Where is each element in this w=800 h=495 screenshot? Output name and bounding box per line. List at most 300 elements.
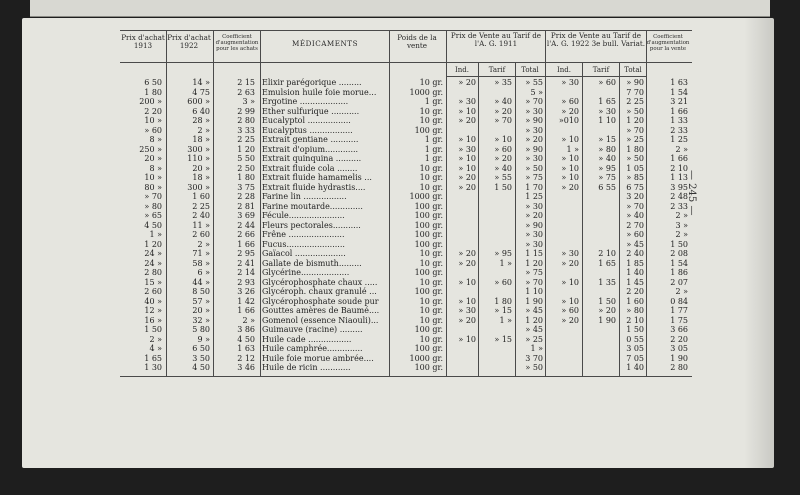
cell-t2: 1 65 [598,258,616,268]
cell-cv: 1 54 [670,87,688,97]
cell-name: Huile cade ................. [262,334,352,344]
cell-t2: 1 65 [598,97,616,106]
table-row [0,230,800,240]
cell-name: Glycéroph. chaux granulé ... [262,287,377,296]
cell-a22: 71 » [192,249,210,258]
cell-cv: 2 » [675,287,688,296]
cell-a13: 4 50 [144,220,162,230]
cell-i1: » 30 [458,144,476,154]
cell-ca: 1 80 [237,173,255,182]
cell-poids: 100 gr. [414,344,443,353]
cell-a13: 10 » [144,116,162,125]
cell-tot1: » 50 [525,163,543,173]
cell-name: Extrait fluide hamamelis ... [262,173,372,182]
cell-poids: 1 gr. [424,135,443,144]
header-tarif-1911: Tarif [488,66,506,74]
cell-cv: 2 08 [670,249,688,258]
header-medicaments: MÉDICAMENTS [291,39,358,48]
cell-cv: 3 » [675,220,688,230]
cell-ca: 3 75 [237,182,255,192]
table-row [0,344,800,354]
cell-tot2: 3 20 [626,192,644,201]
cell-a22: 5 80 [192,325,210,334]
cell-i2: » 20 [561,106,579,116]
cell-ca: 1 20 [237,144,255,154]
cell-tot2: 2 20 [626,287,644,296]
cell-t1: 1 » [499,258,512,268]
cell-t1: » 20 [494,154,512,163]
header-vente-1911: Prix de Vente au Tarif de l'A. G. 1911 [450,31,542,48]
header-total-1911: Total [521,66,539,74]
cell-tot2: » 50 [626,106,644,116]
cell-name: Frêne ...................... [262,230,345,239]
cell-t1: » 40 [494,97,512,106]
cell-t1: » 70 [494,116,512,125]
cell-a22: 11 » [192,220,210,230]
cell-tot1: 1 90 [525,296,543,306]
cell-a22: 1 60 [192,192,210,201]
cell-tot2: 1 60 [626,296,644,306]
cell-name: Extrait d'opium............. [262,144,359,154]
table-row [0,268,800,278]
cell-cv: 1 25 [670,135,688,144]
table-row [0,173,800,183]
table-row [0,306,800,316]
cell-a13: 4 » [149,344,162,353]
table-row [0,164,800,174]
cell-a22: 18 » [192,135,210,144]
cell-ca: 2 63 [237,87,255,97]
table-row [0,135,800,145]
cell-a13: » 65 [144,211,162,220]
cell-a22: 2 60 [192,230,210,239]
cell-t2: » 40 [598,154,616,163]
cell-poids: 10 gr. [419,163,443,173]
cell-ca: 3 86 [237,325,255,334]
cell-tot1: » 25 [525,334,543,344]
cell-a22: 32 » [192,315,210,325]
cell-a13: 10 » [144,173,162,182]
table-row [0,297,800,307]
cell-tot1: » 20 [525,135,543,144]
cell-name: Eucalyptol ................. [262,116,351,125]
cell-tot2: » 70 [626,201,644,211]
cell-poids: 10 gr. [419,334,443,344]
cell-i1: » 20 [458,315,476,325]
cell-poids: 100 gr. [414,287,443,296]
cell-t2: 1 50 [598,296,616,306]
cell-poids: 100 gr. [414,363,443,372]
cell-a13: 80 » [144,182,162,192]
rule-top [120,30,692,31]
cell-t1: » 40 [494,163,512,173]
cell-a13: 12 » [144,306,162,315]
cell-tot1: » 30 [525,230,543,239]
rule-subheader-bottom [446,76,646,77]
cell-name: Emulsion huile foie morue... [262,87,377,97]
cell-tot2: » 70 [626,125,644,135]
cell-poids: 100 gr. [414,268,443,277]
cell-t1: » 95 [494,249,512,258]
cell-t2: » 15 [598,135,616,144]
table-row [0,97,800,107]
cell-i1: » 20 [458,249,476,258]
table-row [0,183,800,193]
table-row [0,354,800,364]
cell-cv: 0 84 [670,296,688,306]
cell-poids: 100 gr. [414,201,443,211]
cell-poids: 1 gr. [424,154,443,163]
cell-tot1: 1 15 [525,249,543,258]
cell-poids: 100 gr. [414,239,443,249]
cell-tot2: 2 70 [626,220,644,230]
cell-a22: 6 40 [192,106,210,116]
table-row [0,78,800,88]
cell-tot2: 1 45 [626,277,644,287]
cell-t2: » 60 [598,78,616,87]
cell-tot2: » 45 [626,239,644,249]
cell-name: Extrait quinquina .......... [262,154,362,163]
table-row [0,278,800,288]
cell-ca: 2 80 [237,116,255,125]
cell-tot2: 2 10 [626,315,644,325]
cell-a13: 24 » [144,258,162,268]
cell-name: Fécule...................... [262,211,345,220]
cell-i2: » 10 [561,135,579,144]
cell-i2: » 10 [561,173,579,182]
cell-t1: » 55 [494,173,512,182]
table-row [0,211,800,221]
cell-cv: 1 33 [670,116,688,125]
cell-tot1: 1 » [530,344,543,353]
cell-tot2: 1 20 [626,116,644,125]
cell-ca: 2 » [242,315,255,325]
cell-a22: 57 » [192,296,210,306]
cell-cv: 1 75 [670,315,688,325]
table-row [0,154,800,164]
cell-tot2: » 25 [626,135,644,144]
cell-t1: 1 » [499,315,512,325]
table-row [0,116,800,126]
cell-ca: 3 69 [237,211,255,220]
header-prix-1913: Prix d'achat 1913 [121,33,165,50]
table-row [0,363,800,373]
cell-cv: 1 77 [670,306,688,315]
cell-cv: 2 48 [670,192,688,201]
cell-tot2: 1 40 [626,268,644,277]
cell-poids: 1 gr. [424,144,443,154]
cell-a13: 2 60 [144,287,162,296]
cell-ca: 2 12 [237,353,255,363]
cell-t1: » 10 [494,135,512,144]
cell-a22: 20 » [192,306,210,315]
cell-tot2: » 90 [626,78,644,87]
header-coef-vente: Coefficient d'augmentation pour la vente [646,34,690,52]
cell-t2: 1 10 [598,116,616,125]
cell-ca: 3 26 [237,287,255,296]
cell-tot1: » 45 [525,325,543,334]
cell-poids: 10 gr. [419,306,443,315]
cell-a13: 200 » [139,97,162,106]
table-row [0,316,800,326]
cell-t1: 1 50 [494,182,512,192]
header-prix-1922: Prix d'achat 1922 [167,33,211,50]
header-ind-1922: Ind. [557,66,571,74]
table-row [0,249,800,259]
cell-a13: 1 65 [144,353,162,363]
cell-a13: 1 80 [144,87,162,97]
cell-tot1: » 30 [525,125,543,135]
cell-tot1: » 50 [525,363,543,372]
cell-name: Extrait gentiane ........... [262,135,359,144]
cell-tot2: 1 05 [626,163,644,173]
cell-a22: 4 50 [192,363,210,372]
cell-ca: 1 42 [237,296,255,306]
cell-cv: 1 66 [670,154,688,163]
table-row [0,259,800,269]
cell-i1: » 20 [458,78,476,87]
cell-cv: 2 10 [670,163,688,173]
table-row [0,202,800,212]
cell-a13: 2 80 [144,268,162,277]
cell-tot1: 1 25 [525,192,543,201]
cell-tot1: » 30 [525,201,543,211]
cell-tot2: » 80 [626,306,644,315]
cell-cv: 3 05 [670,344,688,353]
cell-tot2: 7 70 [626,87,644,97]
cell-a22: 2 » [197,239,210,249]
cell-ca: 3 46 [237,363,255,372]
cell-a13: 250 » [139,144,162,154]
header-tarif-1922: Tarif [592,66,610,74]
cell-tot1: » 90 [525,220,543,230]
cell-a13: » 80 [144,201,162,211]
cell-ca: 2 99 [237,106,255,116]
cell-cv: 2 33 [670,125,688,135]
header-ind-1911: Ind. [455,66,469,74]
table-row [0,325,800,335]
cell-poids: 1 gr. [424,97,443,106]
cell-name: Huile foie morue ambrée.... [262,353,374,363]
cell-tot1: » 55 [525,78,543,87]
cell-t1: » 35 [494,78,512,87]
table-row [0,192,800,202]
cell-cv: 1 90 [670,353,688,363]
previous-page-edge [30,0,770,17]
cell-a13: 15 » [144,277,162,287]
cell-ca: 1 66 [237,306,255,315]
cell-poids: 10 gr. [419,315,443,325]
cell-cv: 2 33 [670,201,688,211]
cell-tot2: 1 50 [626,325,644,334]
cell-a22: 600 » [187,97,210,106]
cell-tot1: » 45 [525,306,543,315]
cell-i1: » 10 [458,277,476,287]
cell-i2: » 10 [561,296,579,306]
page-number: — 245 — [686,170,697,216]
cell-cv: 2 » [675,230,688,239]
cell-i2: » 10 [561,277,579,287]
cell-cv: 3 95 [670,182,688,192]
cell-a13: » 70 [144,192,162,201]
cell-a13: 40 » [144,296,162,306]
cell-i1: » 30 [458,306,476,315]
cell-a22: 4 75 [192,87,210,97]
cell-a22: 2 40 [192,211,210,220]
cell-name: Glycérophosphate soude pur [262,296,379,306]
cell-ca: 1 66 [237,239,255,249]
cell-t1: » 60 [494,277,512,287]
cell-name: Glycérophosphate chaux ..... [262,277,378,287]
cell-ca: 2 25 [237,135,255,144]
cell-t2: 2 10 [598,249,616,258]
cell-t2: 1 35 [598,277,616,287]
cell-tot2: » 60 [626,230,644,239]
table-row [0,107,800,117]
cell-a22: 110 » [187,154,210,163]
cell-a22: 300 » [187,182,210,192]
cell-cv: 2 07 [670,277,688,287]
cell-i2: » 20 [561,182,579,192]
cell-cv: 3 21 [670,97,688,106]
cell-tot1: 5 » [530,87,543,97]
cell-t1: » 20 [494,106,512,116]
cell-t2: 6 55 [598,182,616,192]
cell-t2: » 95 [598,163,616,173]
cell-cv: 1 63 [670,78,688,87]
cell-name: Glycérine................... [262,268,350,277]
cell-a13: 1 30 [144,363,162,372]
cell-tot2: 6 75 [626,182,644,192]
cell-tot1: 1 70 [525,182,543,192]
cell-a13: 2 » [149,334,162,344]
header-coef-achats: Coefficient d'augmentation pour les achats [215,34,259,52]
cell-i1: » 10 [458,334,476,344]
cell-name: Guimauve (racine) ......... [262,325,363,334]
cell-poids: 10 gr. [419,296,443,306]
cell-i2: » 20 [561,315,579,325]
cell-ca: 2 81 [237,201,255,211]
table-row [0,145,800,155]
cell-cv: 2 20 [670,334,688,344]
cell-a22: 3 50 [192,353,210,363]
cell-tot1: » 90 [525,144,543,154]
cell-name: Fleurs pectorales........... [262,220,361,230]
cell-a22: 2 25 [192,201,210,211]
cell-name: Gallate de bismuth......... [262,258,362,268]
cell-name: Gomenol (essence Niaouli)... [262,315,379,325]
cell-poids: 100 gr. [414,325,443,334]
cell-cv: 3 66 [670,325,688,334]
cell-a22: 20 » [192,163,210,173]
cell-i1: » 20 [458,173,476,182]
cell-a22: 6 50 [192,344,210,353]
cell-tot1: » 75 [525,173,543,182]
cell-i1: » 10 [458,135,476,144]
cell-ca: 2 95 [237,249,255,258]
cell-tot1: » 30 [525,106,543,116]
cell-poids: 10 gr. [419,78,443,87]
cell-name: Ether sulfurique ........... [262,106,360,116]
table-row [0,287,800,297]
cell-tot1: 1 10 [525,287,543,296]
table-row [0,221,800,231]
cell-poids: 100 gr. [414,230,443,239]
cell-a22: 44 » [192,277,210,287]
cell-a13: 24 » [144,249,162,258]
cell-a13: 1 » [149,230,162,239]
cell-ca: 3 » [242,97,255,106]
cell-a13: 16 » [144,315,162,325]
cell-poids: 100 gr. [414,220,443,230]
cell-name: Gouttes amères de Baumé.... [262,306,380,315]
cell-t2: » 30 [598,106,616,116]
cell-name: Gaïacol .................... [262,249,346,258]
cell-name: Extrait fluide cola ........ [262,163,358,173]
cell-poids: 10 gr. [419,173,443,182]
cell-tot2: 2 25 [626,97,644,106]
cell-t2: » 20 [598,306,616,315]
cell-i1: » 30 [458,97,476,106]
cell-t1: » 60 [494,144,512,154]
cell-poids: 1000 gr. [409,353,443,363]
cell-poids: 10 gr. [419,258,443,268]
cell-ca: 2 44 [237,220,255,230]
cell-t1: » 15 [494,306,512,315]
cell-i1: » 10 [458,154,476,163]
cell-ca: 2 15 [237,78,255,87]
cell-poids: 1000 gr. [409,192,443,201]
cell-i1: » 20 [458,116,476,125]
cell-i2: » 20 [561,258,579,268]
cell-a13: 2 20 [144,106,162,116]
cell-i2: » 10 [561,163,579,173]
header-total-1922: Total [624,66,642,74]
cell-ca: 2 41 [237,258,255,268]
cell-tot2: 3 05 [626,344,644,353]
cell-tot2: 1 40 [626,363,644,372]
cell-ca: 2 14 [237,268,255,277]
cell-i1: » 10 [458,163,476,173]
cell-a22: 6 » [197,268,210,277]
cell-poids: 10 gr. [419,116,443,125]
cell-i1: » 10 [458,296,476,306]
cell-t1: 1 80 [494,296,512,306]
rule-header-bottom [120,62,692,63]
cell-t2: » 80 [598,144,616,154]
cell-tot1: 3 70 [525,353,543,363]
cell-t2: » 75 [598,173,616,182]
cell-a22: 58 » [192,258,210,268]
cell-ca: 3 33 [237,125,255,135]
cell-tot1: 1 20 [525,315,543,325]
cell-cv: 1 66 [670,106,688,116]
table-row [0,88,800,98]
cell-i1: » 10 [458,106,476,116]
cell-name: Fucus....................... [262,239,345,249]
cell-name: Elixir parégorique ......... [262,78,362,87]
cell-poids: 10 gr. [419,106,443,116]
cell-ca: 2 50 [237,163,255,173]
cell-tot1: » 30 [525,239,543,249]
cell-cv: 1 50 [670,239,688,249]
cell-poids: 100 gr. [414,211,443,220]
cell-name: Eucalyptus ................. [262,125,353,135]
cell-t2: 1 90 [598,315,616,325]
cell-t1: » 15 [494,334,512,344]
cell-tot2: » 85 [626,173,644,182]
cell-a22: 2 » [197,125,210,135]
